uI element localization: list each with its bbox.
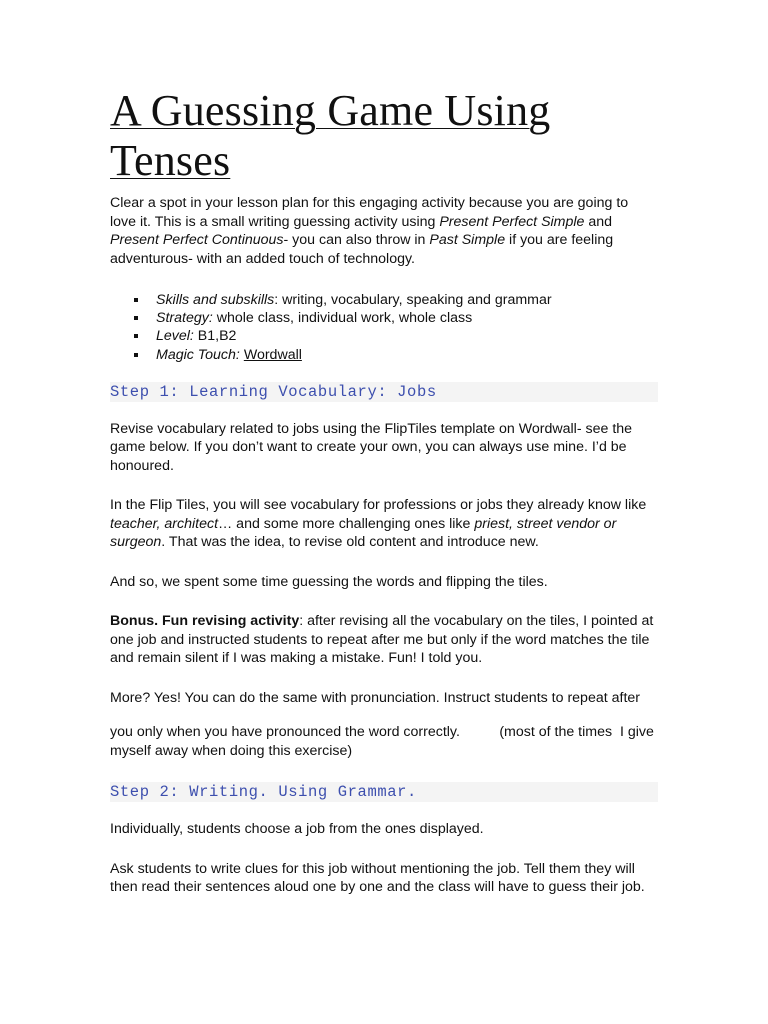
list-item-label: Level: xyxy=(156,328,194,345)
list-item-label: Magic Touch: xyxy=(156,346,240,363)
intro-text-2: and xyxy=(584,213,613,230)
intro-italic-1: Present Perfect Simple xyxy=(439,213,585,230)
list-item-text: B1,B2 xyxy=(193,328,237,345)
bullet-square-icon xyxy=(134,298,138,302)
step-2-paragraph-2: Ask students to write clues for this job without mentioning the job. Tell them they will then read their sentences aloud one by one and the class will have to guess their job. xyxy=(110,860,645,896)
step-1-heading: Step 1: Learning Vocabulary: Jobs xyxy=(110,382,658,402)
step-2-heading: Step 2: Writing. Using Grammar. xyxy=(110,782,658,802)
paragraph-text: … and some more challenging ones like xyxy=(218,515,475,532)
bonus-label: Bonus. Fun revising activity xyxy=(110,613,300,630)
wordwall-link[interactable]: Wordwall xyxy=(243,346,302,363)
intro-text-4: if you are feeling adventurous- with an added touch of technology. xyxy=(110,232,614,267)
step-1-paragraph-3: And so, we spent some time guessing the words and flipping the tiles. xyxy=(110,573,548,590)
details-list xyxy=(110,291,658,364)
intro-paragraph xyxy=(110,194,658,268)
bullet-square-icon xyxy=(134,316,138,320)
title-line-1: A Guessing Game Using xyxy=(110,86,551,135)
list-item-level xyxy=(134,327,658,345)
list-item-strategy xyxy=(134,309,658,327)
list-item-text: whole class, individual work, whole class xyxy=(212,310,473,327)
paragraph-italic: priest, street vendor or surgeon xyxy=(110,515,617,551)
step-1-bonus-paragraph xyxy=(110,612,658,668)
step-1-paragraph-2 xyxy=(110,496,658,552)
page-title xyxy=(110,86,658,186)
step-1-paragraph-5b: you only when you have pronounced the word correctly. (most of the times I give myself away when doing this exercise) xyxy=(110,724,658,759)
bullet-square-icon xyxy=(134,334,138,338)
intro-text-1: Clear a spot in your lesson plan for this engaging activity because you are going to love it. This is a small writing guessing activity using xyxy=(110,195,629,230)
step-1-paragraph-1: Revise vocabulary related to jobs using the FlipTiles template on Wordwall- see the game below. If you don’t want to create your own, you can always use mine. I’d be honoured. xyxy=(110,420,633,474)
list-item-magic-touch xyxy=(134,346,658,364)
list-item-label: Skills and subskills xyxy=(156,292,275,308)
list-item-label: Strategy: xyxy=(156,310,213,327)
paragraph-text: : after revising all the vocabulary on the tiles, I pointed at one job and instructed students to repeat after me but only if the word matches the tile and remain silent if I was making a mistake. Fun! I told you. xyxy=(110,613,654,667)
paragraph-text: . That was the idea, to revise old content and introduce new. xyxy=(161,534,539,551)
paragraph-italic: teacher, architect xyxy=(110,515,219,532)
step-1-paragraph-5a: More? Yes! You can do the same with pronunciation. Instruct students to repeat after xyxy=(110,689,640,706)
intro-italic-2: Present Perfect Continuous xyxy=(110,232,284,248)
paragraph-text: In the Flip Tiles, you will see vocabulary for professions or jobs they already know like xyxy=(110,497,647,514)
intro-italic-3: Past Simple xyxy=(429,232,506,248)
step-2-paragraph-1: Individually, students choose a job from the ones displayed. xyxy=(110,821,484,838)
intro-text-3: - you can also throw in xyxy=(283,232,430,248)
list-item-text: : writing, vocabulary, speaking and grammar xyxy=(274,292,552,308)
document-page xyxy=(110,86,658,897)
bullet-square-icon xyxy=(134,353,138,357)
title-line-2: Tenses xyxy=(110,136,231,185)
list-item-skills xyxy=(134,291,658,309)
